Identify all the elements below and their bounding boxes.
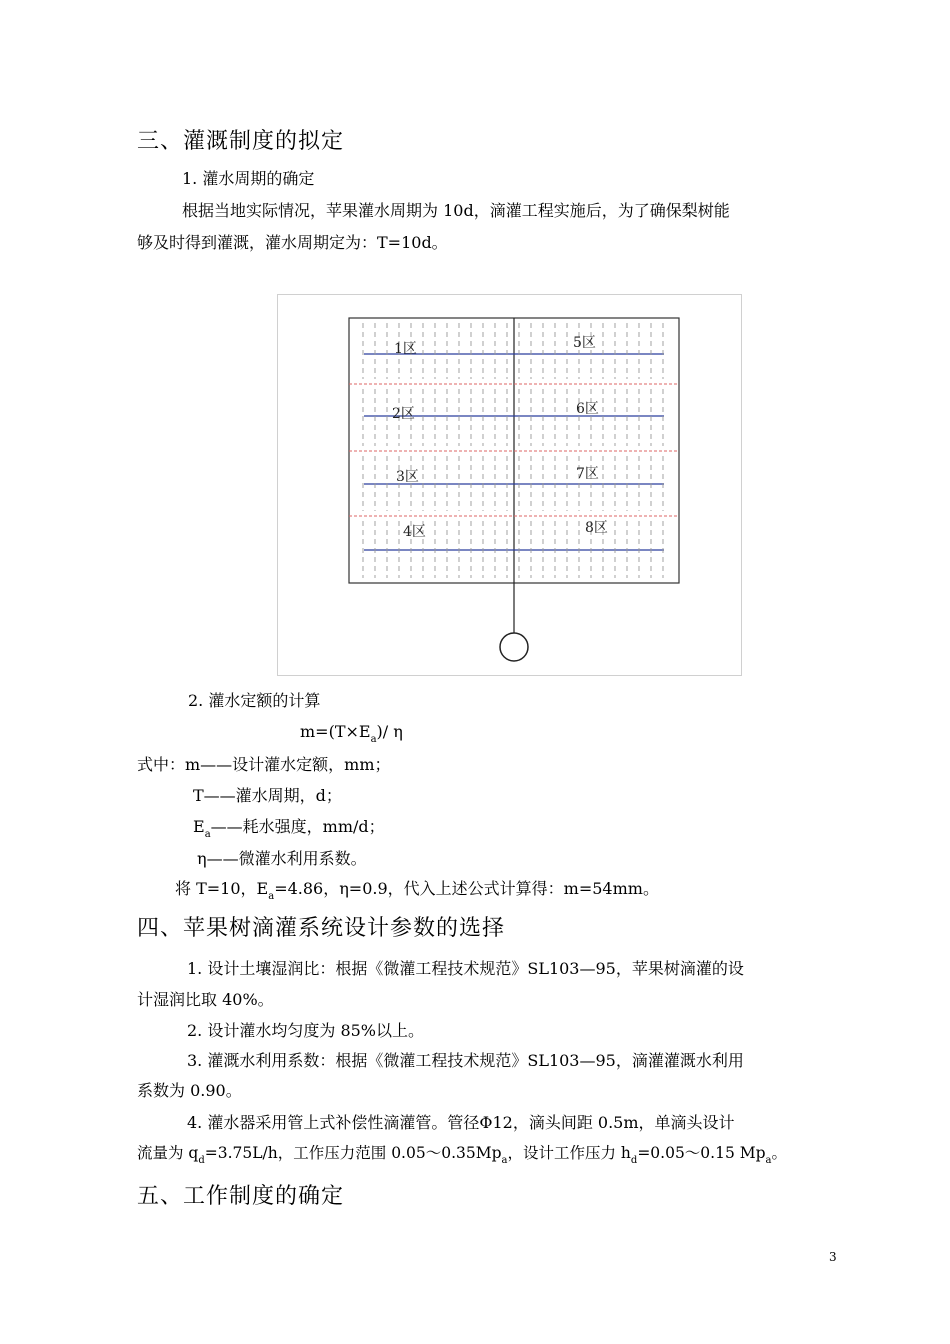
calculation-result <box>175 876 659 902</box>
zone-label: 3区 <box>396 469 419 485</box>
calc-text: =4.86，η=0.9，代入上述公式计算得：m=54mm。 <box>274 879 659 898</box>
definition-text: E <box>193 817 205 836</box>
definition-subscript: a <box>204 829 211 840</box>
paragraph-line: 根据当地实际情况，苹果灌水周期为 10d，滴灌工程实施后，为了确保梨树能 <box>182 201 730 220</box>
water-source-icon <box>500 633 528 661</box>
definition-m: 式中：m——设计灌水定额，mm； <box>137 755 391 774</box>
zone-label: 6区 <box>576 401 599 417</box>
subscript: d <box>630 1155 638 1166</box>
text: ，设计工作压力 h <box>507 1144 631 1162</box>
subheading-quota-calculation: 2. 灌水定额的计算 <box>188 691 321 710</box>
subscript: a <box>765 1155 772 1166</box>
text: =0.05～0.15 Mp <box>637 1144 766 1162</box>
zone-label: 5区 <box>573 335 596 351</box>
formula-text: )/ η <box>376 722 403 741</box>
zone-label: 4区 <box>403 524 426 540</box>
calc-subscript: a <box>268 891 275 902</box>
item-line: 4. 灌水器采用管上式补偿性滴灌管。管径Φ12，滴头间距 0.5m，单滴头设计 <box>187 1113 735 1132</box>
subheading-irrigation-cycle: 1. 灌水周期的确定 <box>182 169 315 188</box>
section5-heading: 五、工作制度的确定 <box>137 1184 345 1209</box>
zone-label: 2区 <box>392 406 415 422</box>
definition-T: T——灌水周期，d； <box>193 786 342 805</box>
page-number: 3 <box>829 1250 837 1264</box>
definition-Ea <box>193 814 385 840</box>
formula-text: m=(T×E <box>300 722 371 741</box>
zone-layout-figure <box>277 294 742 676</box>
item-line: 系数为 0.90。 <box>137 1081 242 1100</box>
item-line: 3. 灌溉水利用系数：根据《微灌工程技术规范》SL103—95，滴灌灌溉水利用 <box>187 1051 744 1070</box>
item-line: 1. 设计土壤湿润比：根据《微灌工程技术规范》SL103—95，苹果树滴灌的设 <box>187 959 744 978</box>
zone-label: 7区 <box>576 466 599 482</box>
paragraph-line: 够及时得到灌溉，灌水周期定为：T=10d。 <box>137 233 448 252</box>
text: =3.75L/h，工作压力范围 0.05～0.35Mp <box>204 1144 502 1162</box>
subscript: a <box>501 1155 508 1166</box>
definition-text: ——耗水强度，mm/d； <box>210 817 385 836</box>
section4-heading: 四、苹果树滴灌系统设计参数的选择 <box>137 916 506 941</box>
calc-text: 将 T=10，E <box>175 879 269 898</box>
item-line: 计湿润比取 40%。 <box>137 990 274 1009</box>
text: 。 <box>771 1144 788 1162</box>
zone-label: 8区 <box>585 520 608 536</box>
definition-eta: η——微灌水利用系数。 <box>197 849 367 868</box>
formula <box>300 722 403 745</box>
item-line <box>137 1141 788 1166</box>
zone-layout-drawing <box>278 295 741 675</box>
zone-label: 1区 <box>394 341 417 357</box>
text: 流量为 q <box>137 1144 199 1162</box>
section3-heading: 三、灌溉制度的拟定 <box>137 129 345 154</box>
subscript: d <box>198 1155 205 1166</box>
formula-subscript: a <box>370 734 377 745</box>
item-line: 2. 设计灌水均匀度为 85%以上。 <box>187 1021 425 1040</box>
